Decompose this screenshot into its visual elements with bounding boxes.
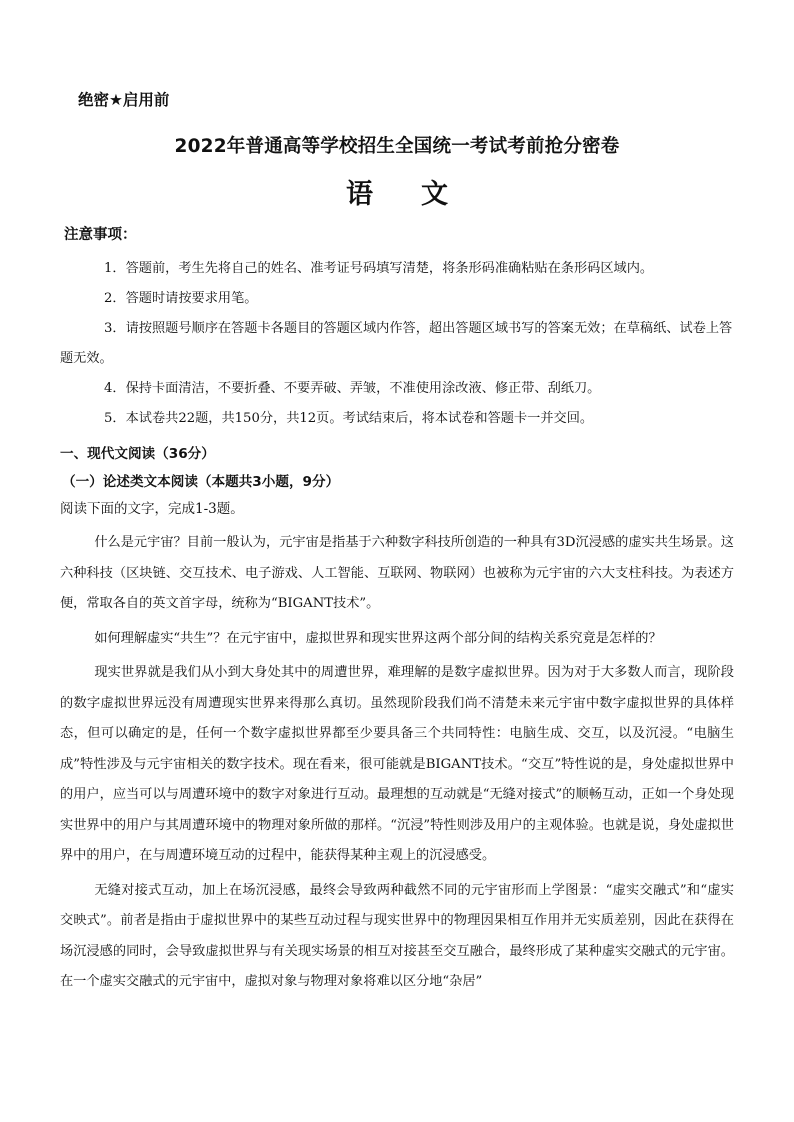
article-paragraph: 什么是元宇宙？目前一般认为，元宇宙是指基于六种数字科技所创造的一种具有3D沉浸感的虚实共生场景。这六种科技（区块链、交互技术、电子游戏、人工智能、互联网、物联网）也被称为元宇宙的六大支柱科技。为表述方便，常取各自的英文首字母，统称为“BIGANT技术”。 bbox=[60, 535, 734, 611]
notice-item: 1．答题前，考生先将自己的姓名、准考证号码填写清楚，将条形码准确粘贴在条形码区域内。 bbox=[104, 261, 654, 276]
article-paragraph: 如何理解虚实“共生”？在元宇宙中，虚拟世界和现实世界这两个部分间的结构关系究竟是怎样的？ bbox=[94, 630, 662, 646]
notice-list bbox=[60, 254, 734, 434]
subsection-heading: （一）论述类文本阅读（本题共3小题，9分） bbox=[62, 474, 340, 490]
article-paragraph: 现实世界就是我们从小到大身处其中的周遭世界，难理解的是数字虚拟世界。因为对于大多数人而言，现阶段的数字虚拟世界远没有周遭现实世界来得那么真切。虽然现阶段我们尚不清楚未来元宇宙中数字虚拟世界的具体样态，但可以确定的是，任何一个数字虚拟世界都至少要具备三个共同特性：电脑生成、交互，以及沉浸。“电脑生成”特性涉及与元宇宙相关的数字技术。现在看来，很可能就是BIGANT技术。“交互”特性说的是，身处虚拟世界中的用户，应当可以与周遭环境中的数字对象进行互动。最理想的互动就是“无缝对接式”的顺畅互动，正如一个身处现实世界中的用户与其周遭环境中的物理对象所做的那样。“沉浸”特性则涉及用户的主观体验。也就是说，身处虚拟世界中的用户，在与周遭环境互动的过程中，能获得某种主观上的沉浸感受。 bbox=[60, 665, 734, 863]
notice-heading: 注意事项： bbox=[64, 227, 137, 243]
article-paragraph: 无缝对接式互动，加上在场沉浸感，最终会导致两种截然不同的元宇宙形而上学图景：“虚实交融式”和“虚实交映式”。前者是指由于虚拟世界中的某些互动过程与现实世界中的物理因果相互作用并无实质差别，因此在获得在场沉浸感的同时，会导致虚拟世界与有关现实场景的相互对接甚至交互融合，最终形成了某种虚实交融式的元宇宙。在一个虚实交融式的元宇宙中，虚拟对象与物理对象将难以区分地“杂居” bbox=[60, 882, 734, 989]
subject-title: 语文 bbox=[346, 179, 496, 210]
notice-item: 3．请按照题号顺序在答题卡各题目的答题区域内作答，超出答题区域书写的答案无效；在草稿纸、试卷上答题无效。 bbox=[60, 321, 733, 366]
exam-title: 2022年普通高等学校招生全国统一考试考前抢分密卷 bbox=[174, 136, 620, 157]
secret-mark: 绝密★启用前 bbox=[78, 91, 170, 109]
notice-item: 2．答题时请按要求用笔。 bbox=[104, 291, 258, 306]
notice-item: 5．本试卷共22题，共150分，共12页。考试结束后，将本试卷和答题卡一并交回。 bbox=[104, 411, 594, 426]
section-heading: 一、现代文阅读（36分） bbox=[60, 446, 215, 462]
reading-instruction: 阅读下面的文字，完成1-3题。 bbox=[60, 501, 244, 517]
notice-item: 4．保持卡面清洁，不要折叠、不要弄破、弄皱，不准使用涂改液、修正带、刮纸刀。 bbox=[104, 381, 601, 396]
